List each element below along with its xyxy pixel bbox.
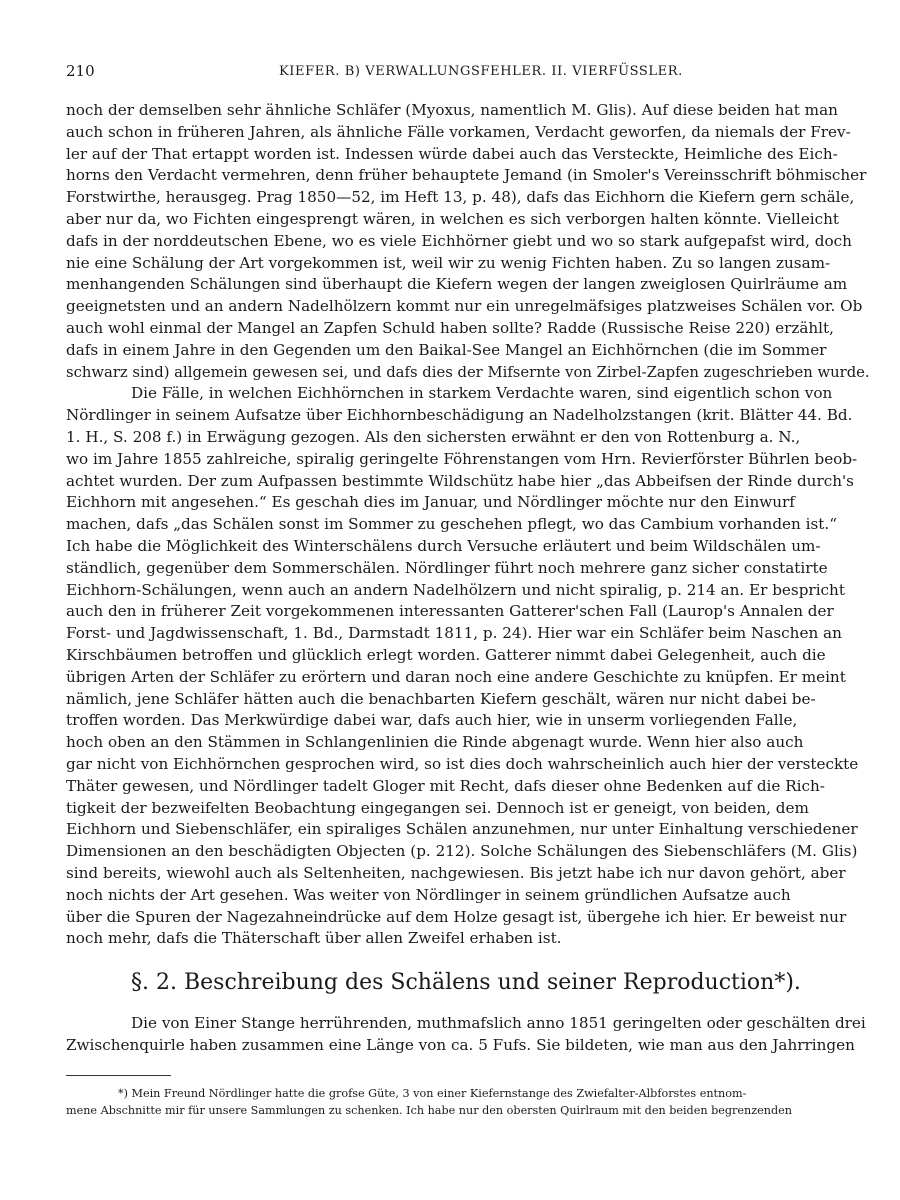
- text-line: über die Spuren der Nagezahneindrücke auf dem Holze gesagt ist, übergehe ich hier. Er beweist nur: [66, 907, 847, 926]
- page-number: 210: [66, 62, 95, 80]
- text-line: machen, dafs „das Schälen sonst im Sommer zu geschehen pflegt, wo das Cambium vorhanden ist.“: [66, 515, 838, 534]
- text-line: wo im Jahre 1855 zahlreiche, spiralig geringelte Föhrenstangen vom Hrn. Revierförster Bührlen beob-: [66, 449, 858, 468]
- text-line: Ich habe die Möglichkeit des Winterschälens durch Versuche erläutert und beim Wildschälen um-: [66, 537, 821, 555]
- text-line: menhangenden Schälungen sind überhaupt die Kiefern wegen der langen zweiglosen Quirlräume am: [66, 275, 848, 294]
- text-line: noch nichts der Art gesehen. Was weiter von Nördlinger in seinem gründlichen Aufsatze auch: [66, 885, 791, 904]
- text-line: troffen worden. Das Merkwürdige dabei war, dafs auch hier, wie in unserm vorliegenden Falle,: [66, 711, 798, 730]
- footnote-divider: [66, 1075, 171, 1076]
- text-line: Eichhorn-Schälungen, wenn auch an andern Nadelhölzern und nicht spiralig, p. 214 an. Er bespricht: [66, 580, 845, 599]
- text-line: 1. H., S. 208 f.) in Erwägung gezogen. Als den sichersten erwähnt er den von Rottenburg a. N.,: [66, 428, 801, 446]
- text-line: horns den Verdacht vermehren, denn früher behauptete Jemand (in Smoler's Vereinsschrift böhmischer: [66, 166, 867, 185]
- text-line: Nördlinger in seinem Aufsatze über Eichhornbeschädigung an Nadelholzstangen (krit. Blätter 44. Bd.: [66, 406, 853, 425]
- text-line: ler auf der That ertappt worden ist. Indessen würde dabei auch das Versteckte, Heimliche des Eich-: [66, 144, 838, 163]
- text-line: auch wohl einmal der Mangel an Zapfen Schuld haben sollte? Radde (Russische Reise 220) erzählt,: [66, 319, 834, 337]
- text-line: dafs in einem Jahre in den Gegenden um den Baikal-See Mangel an Eichhörnchen (die im Sommer: [66, 340, 827, 359]
- text-line: ständlich, gegenüber dem Sommerschälen. Nördlinger führt noch mehrere ganz sicher constatirte: [66, 558, 828, 577]
- text-line: Die von Einer Stange herrührenden, muthmafslich anno 1851 geringelten oder geschälten drei: [131, 1014, 866, 1032]
- text-line: übrigen Arten der Schläfer zu erörtern und daran noch eine andere Geschichte zu knüpfen. Er meint: [66, 667, 846, 686]
- text-line: Dimensionen an den beschädigten Objecten (p. 212). Solche Schälungen des Siebenschläfers (M. Glis): [66, 842, 858, 861]
- text-line: Forst- und Jagdwissenschaft, 1. Bd., Darmstadt 1811, p. 24). Hier war ein Schläfer beim Naschen an: [66, 624, 842, 643]
- text-line: Thäter gewesen, und Nördlinger tadelt Gloger mit Recht, dafs dieser ohne Bedenken auf die Rich-: [66, 776, 825, 795]
- text-line: Eichhorn und Siebenschläfer, ein spiraliges Schälen anzunehmen, nur unter Einhaltung verschiedener: [66, 820, 858, 839]
- text-line: schwarz sind) allgemein gewesen sei, und dafs dies der Mifsernte von Zirbel-Zapfen zugeschrieben wurde.: [66, 362, 870, 381]
- section-heading: §. 2. Beschreibung des Schälens und seiner Reproduction*).: [131, 970, 801, 995]
- text-line: aber nur da, wo Fichten eingesprengt wären, in welchen es sich verborgen halten könnte. Vielleicht: [66, 210, 839, 228]
- text-line: sind bereits, wiewohl auch als Seltenheiten, nachgewiesen. Bis jetzt habe ich nur davon gehört, aber: [66, 864, 846, 882]
- text-line: achtet wurden. Der zum Aufpassen bestimmte Wildschütz habe hier „das Abbeifsen der Rinde durch's: [66, 471, 854, 490]
- text-line: nämlich, jene Schläfer hätten auch die benachbarten Kiefern geschält, wären nur nicht dabei be-: [66, 689, 816, 708]
- text-line: Eichhorn mit angesehen.“ Es geschah dies im Januar, und Nördlinger möchte nur den Einwurf: [66, 493, 795, 512]
- text-line: Die Fälle, in welchen Eichhörnchen in starkem Verdachte waren, sind eigentlich schon von: [131, 384, 833, 403]
- footnote-line: mene Abschnitte mir für unsere Sammlungen zu schenken. Ich habe nur den obersten Quirlraum mit den beiden begrenzenden: [66, 1104, 792, 1117]
- text-line: noch mehr, dafs die Thäterschaft über allen Zweifel erhaben ist.: [66, 929, 562, 948]
- text-line: geeignetsten und an andern Nadelhölzern kommt nur ein unregelmäfsiges platzweises Schälen vor. Ob: [66, 297, 863, 316]
- text-line: auch schon in früheren Jahren, als ähnliche Fälle vorkamen, Verdacht geworfen, da niemals der Frev-: [66, 122, 851, 141]
- text-line: Kirschbäumen betroffen und glücklich erlegt worden. Gatterer nimmt dabei Gelegenheit, auch die: [66, 646, 826, 664]
- text-line: nie eine Schälung der Art vorgekommen ist, weil wir zu wenig Fichten haben. Zu so langen zusam-: [66, 253, 831, 272]
- text-line: tigkeit der bezweifelten Beobachtung eingegangen sei. Dennoch ist er geneigt, von beiden, dem: [66, 798, 809, 817]
- text-line: dafs in der norddeutschen Ebene, wo es viele Eichhörner giebt und wo so stark aufgepafst wird, doch: [66, 231, 852, 250]
- text-line: Zwischenquirle haben zusammen eine Länge von ca. 5 Fufs. Sie bildeten, wie man aus den Jahrringen: [66, 1036, 855, 1054]
- text-line: Forstwirthe, herausgeg. Prag 1850—52, im Heft 13, p. 48), dafs das Eichhorn die Kiefern gern schäle,: [66, 188, 855, 207]
- text-line: hoch oben an den Stämmen in Schlangenlinien die Rinde abgenagt wurde. Wenn hier also auch: [66, 733, 804, 752]
- text-line: auch den in früherer Zeit vorgekommenen interessanten Gatterer'schen Fall (Laurop's Annalen der: [66, 602, 834, 621]
- text-line: noch der demselben sehr ähnliche Schläfer (Myoxus, namentlich M. Glis). Auf diese beiden hat man: [66, 101, 838, 119]
- footnote-line: *) Mein Freund Nördlinger hatte die grofse Güte, 3 von einer Kiefernstange des Zwiefalter-Albforstes entnom-: [118, 1087, 747, 1100]
- running-title: KIEFER. B) VERWALLUNGSFEHLER. II. VIERFÜSSLER.: [279, 64, 683, 79]
- text-line: gar nicht von Eichhörnchen gesprochen wird, so ist dies doch wahrscheinlich auch hier der versteckte: [66, 755, 859, 773]
